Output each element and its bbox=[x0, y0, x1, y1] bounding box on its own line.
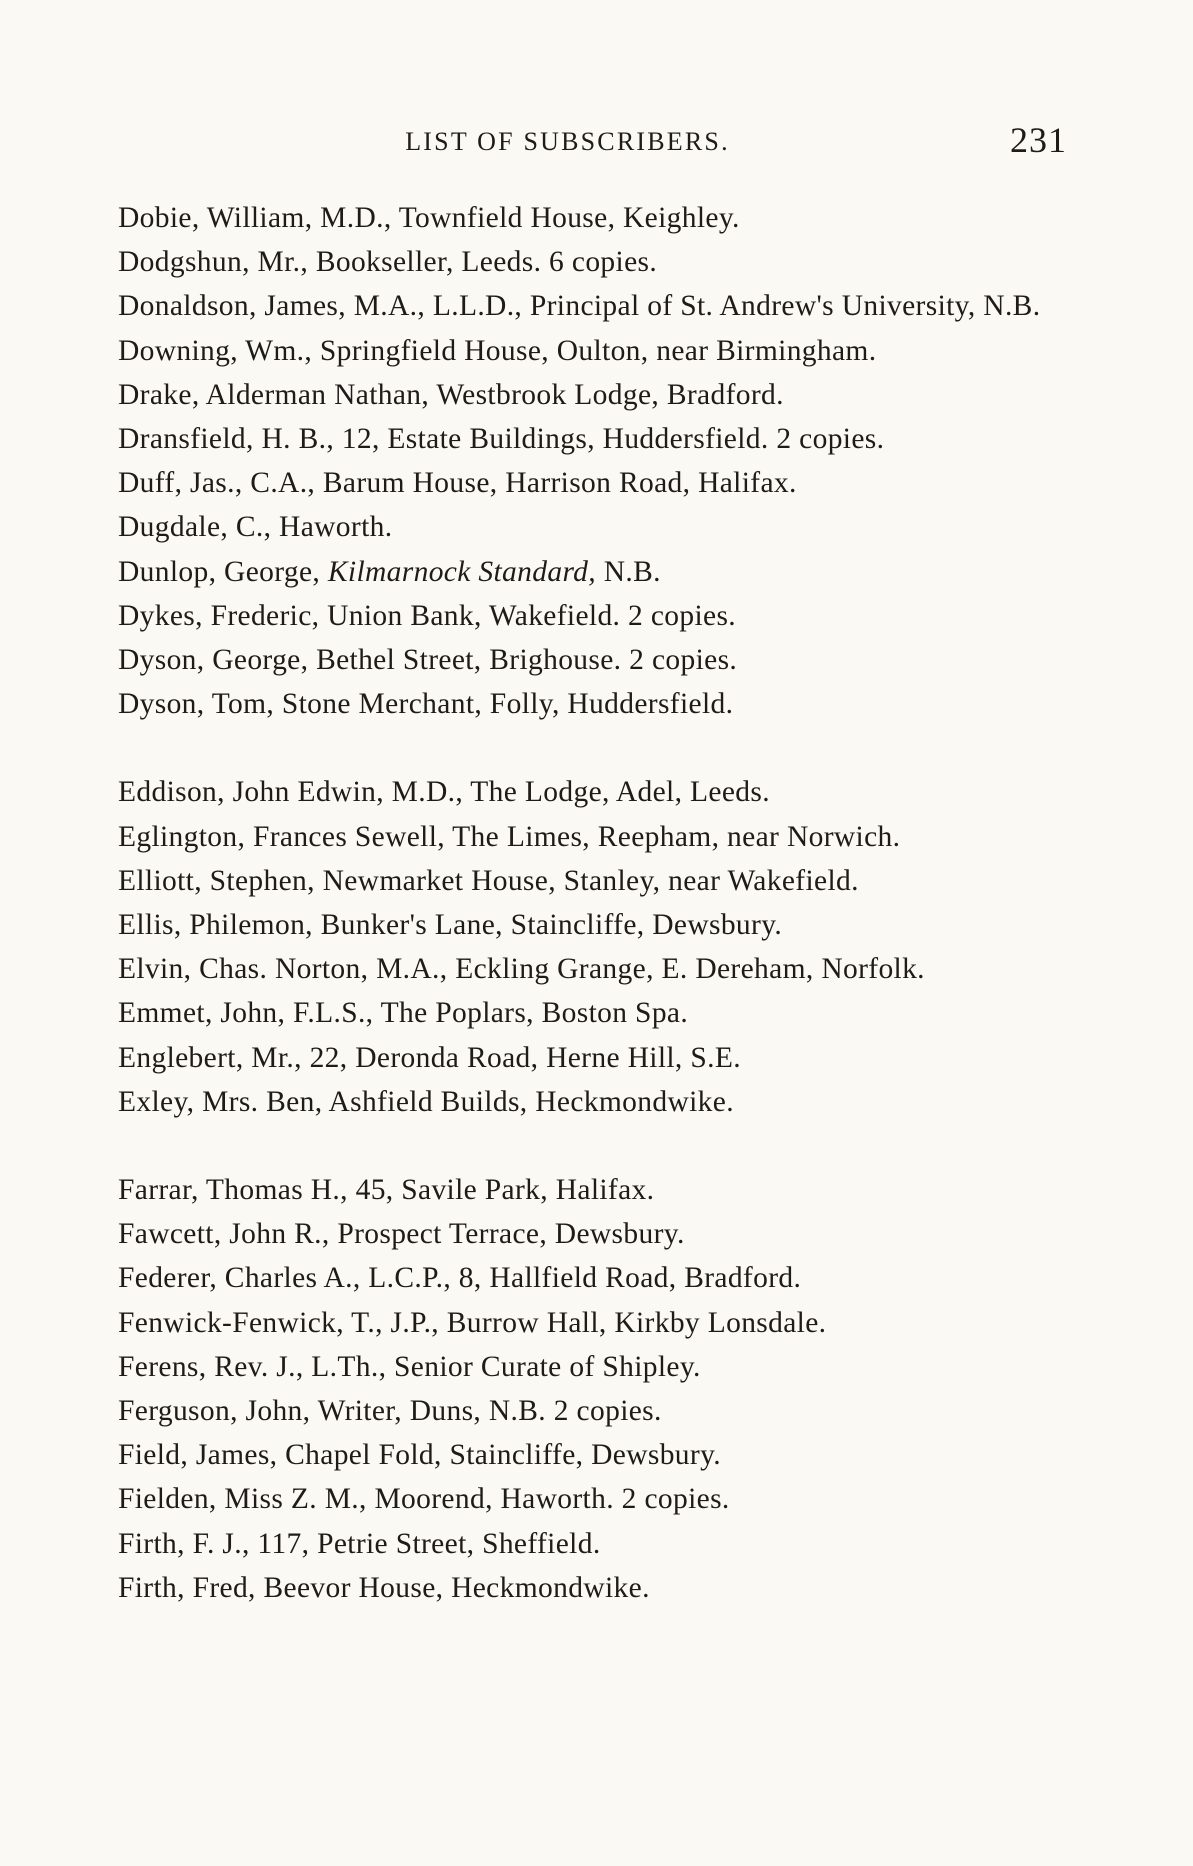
subscriber-entry: Fenwick-Fenwick, T., J.P., Burrow Hall, Kirkby Lonsdale. bbox=[118, 1306, 827, 1339]
subscriber-entry bbox=[118, 550, 1078, 594]
subscriber-group-d bbox=[118, 196, 1078, 726]
subscriber-entry: Dykes, Frederic, Union Bank, Wakefield. 2 copies. bbox=[118, 599, 737, 632]
subscriber-entry: Ferens, Rev. J., L.Th., Senior Curate of Shipley. bbox=[118, 1350, 701, 1383]
entry-name-text: Dunlop, George, bbox=[118, 555, 328, 588]
subscriber-group-f bbox=[118, 1168, 1078, 1610]
subscriber-entry: Dugdale, C., Haworth. bbox=[118, 511, 393, 544]
subscriber-entry: Fawcett, John R., Prospect Terrace, Dewsbury. bbox=[118, 1218, 685, 1251]
subscriber-list bbox=[118, 196, 1078, 1610]
subscriber-entry: Federer, Charles A., L.C.P., 8, Hallfield Road, Bradford. bbox=[118, 1262, 802, 1295]
running-head bbox=[0, 120, 1193, 165]
subscriber-entry: Dyson, Tom, Stone Merchant, Folly, Huddersfield. bbox=[118, 688, 734, 721]
subscriber-entry: Drake, Alderman Nathan, Westbrook Lodge, Bradford. bbox=[118, 378, 784, 411]
page-number: 231 bbox=[1010, 120, 1067, 160]
subscriber-entry: Dransfield, H. B., 12, Estate Buildings, Huddersfield. 2 copies. bbox=[118, 423, 885, 456]
subscriber-entry: Donaldson, James, M.A., L.L.D., Principal of St. Andrew's University, N.B. bbox=[118, 290, 1041, 323]
subscriber-entry: Firth, F. J., 117, Petrie Street, Sheffield. bbox=[118, 1527, 601, 1560]
subscriber-entry: Dodgshun, Mr., Bookseller, Leeds. 6 copies. bbox=[118, 246, 658, 279]
subscriber-entry: Farrar, Thomas H., 45, Savile Park, Halifax. bbox=[118, 1174, 655, 1207]
entry-tail-text: N.B. bbox=[596, 555, 661, 588]
subscriber-entry: Eddison, John Edwin, M.D., The Lodge, Adel, Leeds. bbox=[118, 776, 770, 809]
subscriber-entry: Field, James, Chapel Fold, Staincliffe, Dewsbury. bbox=[118, 1439, 721, 1472]
subscriber-entry: Firth, Fred, Beevor House, Heckmondwike. bbox=[118, 1571, 650, 1604]
subscriber-entry: Exley, Mrs. Ben, Ashfield Builds, Heckmondwike. bbox=[118, 1085, 734, 1118]
subscriber-entry: Ferguson, John, Writer, Duns, N.B. 2 copies. bbox=[118, 1395, 662, 1428]
subscriber-entry: Elvin, Chas. Norton, M.A., Eckling Grange, E. Dereham, Norfolk. bbox=[118, 953, 925, 986]
subscriber-entry: Emmet, John, F.L.S., The Poplars, Boston Spa. bbox=[118, 997, 689, 1030]
subscriber-entry: Fielden, Miss Z. M., Moorend, Haworth. 2 copies. bbox=[118, 1483, 730, 1516]
newspaper-title: Kilmarnock Standard, bbox=[327, 555, 597, 588]
subscriber-entry: Eglington, Frances Sewell, The Limes, Reepham, near Norwich. bbox=[118, 820, 901, 853]
subscriber-entry: Duff, Jas., C.A., Barum House, Harrison Road, Halifax. bbox=[118, 467, 797, 500]
page-title: LIST OF SUBSCRIBERS. bbox=[405, 127, 730, 156]
subscriber-entry: Elliott, Stephen, Newmarket House, Stanley, near Wakefield. bbox=[118, 864, 859, 897]
subscriber-group-e bbox=[118, 770, 1078, 1124]
subscriber-entry: Dyson, George, Bethel Street, Brighouse. 2 copies. bbox=[118, 644, 738, 677]
subscriber-entry: Ellis, Philemon, Bunker's Lane, Staincliffe, Dewsbury. bbox=[118, 909, 783, 942]
subscriber-entry: Dobie, William, M.D., Townfield House, Keighley. bbox=[118, 202, 740, 234]
subscriber-entry: Downing, Wm., Springfield House, Oulton, near Birmingham. bbox=[118, 334, 877, 367]
subscriber-entry: Englebert, Mr., 22, Deronda Road, Herne Hill, S.E. bbox=[118, 1041, 741, 1074]
